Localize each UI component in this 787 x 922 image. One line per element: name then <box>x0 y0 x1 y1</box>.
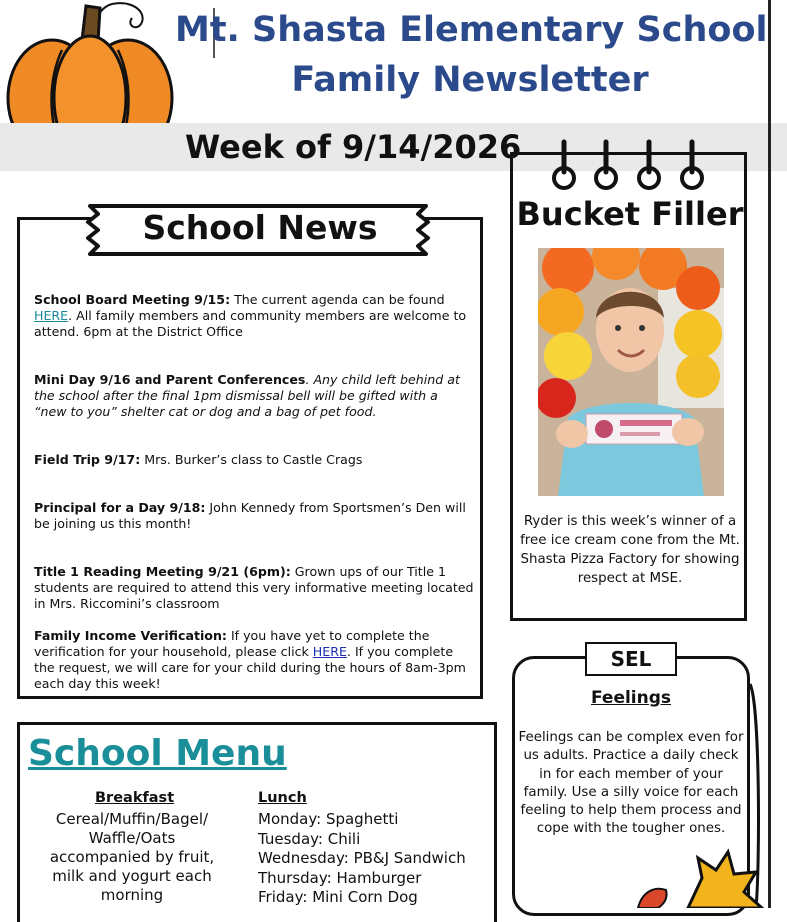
news-item-mini-day: Mini Day 9/16 and Parent Conferences. Any child left behind at the school after the final 1pm dismissal bell will be gifted with a “new to you” shelter cat or dog and a bag of pet food. <box>34 372 460 419</box>
sel-tag: SEL <box>585 642 677 676</box>
bucket-filler-caption: Ryder is this week’s winner of a free ice cream cone from the Mt. Shasta Pizza Factory for showing respect at MSE. <box>520 514 740 586</box>
verification-link[interactable]: HERE <box>312 644 347 659</box>
lunch-item: Friday: Mini Corn Dog <box>258 888 418 906</box>
news-item-principal: Principal for a Day 9/18: John Kennedy from Sportsmen’s Den will be joining us this month! <box>34 500 466 531</box>
school-news-heading: School News <box>142 208 378 247</box>
lunch-item: Wednesday: PB&J Sandwich <box>258 849 466 867</box>
news-item-board-meeting: School Board Meeting 9/15: The current agenda can be found HERE. All family members and community members are welcome to attend. 6pm at the District Office <box>34 292 467 339</box>
sel-heading: Feelings <box>590 688 672 708</box>
school-title: Mt. Shasta Elementary School <box>175 10 768 50</box>
lunch-item: Thursday: Hamburger <box>258 868 422 887</box>
week-of: Week of 9/14/2026 <box>185 128 522 166</box>
breakfast-heading: Breakfast <box>95 790 175 806</box>
student-photo <box>538 248 724 496</box>
binder-rings-icon <box>540 138 720 194</box>
lunch-item: Monday: Spaghetti <box>258 810 399 828</box>
sel-body: Feelings can be complex even for us adults. Practice a daily check in for each member of your family. Use a silly voice for each feeling to help them process and cope with the tougher ones. <box>518 730 744 837</box>
page-edge <box>768 0 771 908</box>
autumn-leaves-icon <box>628 848 768 908</box>
news-item-title1: Title 1 Reading Meeting 9/21 (6pm): Grown ups of our Title 1 students are required to attend this very informative meeting located in Mrs. Riccomini’s classroom <box>34 564 474 611</box>
lunch-list <box>258 810 466 908</box>
newsletter-title: Family Newsletter <box>291 60 649 100</box>
breakfast-text: Cereal/Muffin/Bagel/ Waffle/Oats accompanied by fruit, milk and yogurt each morning <box>49 810 215 904</box>
school-menu-title: School Menu <box>28 733 287 774</box>
lunch-heading: Lunch <box>258 790 307 806</box>
news-item-income-verification: Family Income Verification: If you have yet to complete the verification for your household, please click HERE. If you complete the request, we will care for your child during the hours of 8am-3pm each day this week! <box>34 628 466 691</box>
bucket-filler-title: Bucket Filler <box>516 195 744 233</box>
news-item-field-trip: Field Trip 9/17: Mrs. Burker’s class to Castle Crags <box>34 452 363 467</box>
lunch-item: Tuesday: Chili <box>258 829 361 848</box>
agenda-link[interactable]: HERE <box>34 308 69 323</box>
